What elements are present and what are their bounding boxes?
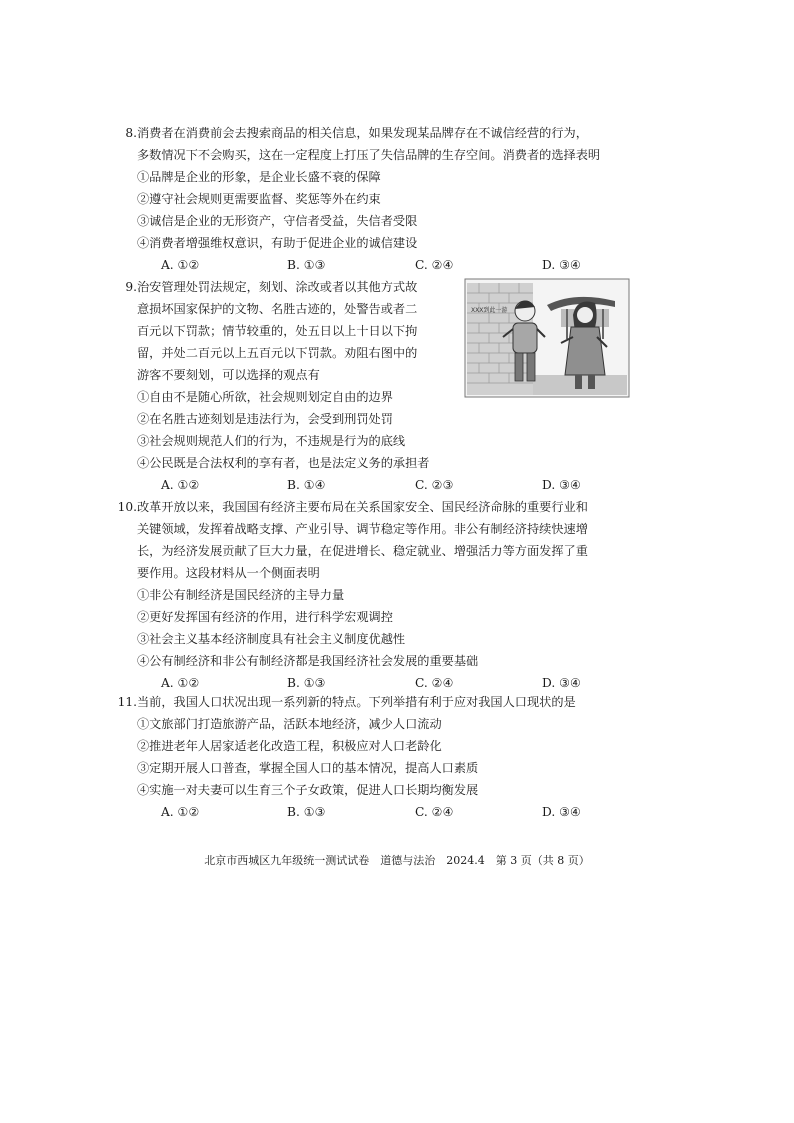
statement-2: ②推进老年人居家适老化改造工程，积极应对人口老龄化 <box>137 739 442 753</box>
question-stem-line: 要作用。这段材料从一个侧面表明 <box>137 566 320 580</box>
question-stem-line: 留，并处二百元以上五百元以下罚款。劝阻右图中的 <box>137 346 418 360</box>
choice-a[interactable]: A. ①② <box>161 478 200 492</box>
choice-c[interactable]: C. ②④ <box>415 676 454 690</box>
choice-a[interactable]: A. ①② <box>161 258 200 272</box>
question-stem-line: 游客不要刻划，可以选择的观点有 <box>137 368 320 382</box>
question-stem-line: 9. 治安管理处罚法规定，刻划、涂改或者以其他方式故 <box>137 276 637 298</box>
choice-d[interactable]: D. ③④ <box>542 258 581 272</box>
statement-1: ①文旅部门打造旅游产品，活跃本地经济，减少人口流动 <box>137 717 442 731</box>
question-stem-line: 长，为经济发展贡献了巨大力量，在促进增长、稳定就业、增强活力等方面发挥了重 <box>137 544 588 558</box>
answer-choices <box>137 254 637 276</box>
choice-b[interactable]: B. ①④ <box>287 478 326 492</box>
statement-4: ④实施一对夫妻可以生育三个子女政策，促进人口长期均衡发展 <box>137 783 479 797</box>
question-stem-line: 8. 消费者在消费前会去搜索商品的相关信息，如果发现某品牌存在不诚信经营的行为， <box>137 122 637 144</box>
choice-c[interactable]: C. ②④ <box>415 805 454 819</box>
choice-d[interactable]: D. ③④ <box>542 478 581 492</box>
page-footer: 北京市西城区九年级统一测试试卷 道德与法治 2024.4 第 3 页（共 8 页） <box>204 854 590 867</box>
question-number: 11. <box>117 695 137 709</box>
question-stem-line: 意损坏国家保护的文物、名胜古迹的，处警告或者二 <box>137 302 418 316</box>
choice-c[interactable]: C. ②③ <box>415 478 454 492</box>
choice-a[interactable]: A. ①② <box>161 805 200 819</box>
choice-d[interactable]: D. ③④ <box>542 676 581 690</box>
choice-a[interactable]: A. ①② <box>161 676 200 690</box>
question-number: 10. <box>117 500 137 514</box>
question-11 <box>117 691 637 823</box>
statement-1: ①非公有制经济是国民经济的主导力量 <box>137 588 345 602</box>
tourist-wall-illustration <box>465 279 629 397</box>
statement-3: ③诚信是企业的无形资产，守信者受益，失信者受限 <box>137 214 418 228</box>
statement-1: ①品牌是企业的形象，是企业长盛不衰的保障 <box>137 170 381 184</box>
choice-b[interactable]: B. ①③ <box>287 805 326 819</box>
statement-3: ③社会规则规范人们的行为，不违规是行为的底线 <box>137 434 406 448</box>
question-8 <box>125 122 637 276</box>
statement-4: ④公民既是合法权利的享有者，也是法定义务的承担者 <box>137 456 430 470</box>
statement-3: ③定期开展人口普查，掌握全国人口的基本情况，提高人口素质 <box>137 761 479 775</box>
statement-2: ②在名胜古迹刻划是违法行为，会受到刑罚处罚 <box>137 412 393 426</box>
statement-2: ②遵守社会规则更需要监督、奖惩等外在约束 <box>137 192 381 206</box>
answer-choices <box>137 801 637 823</box>
choice-b[interactable]: B. ①③ <box>287 258 326 272</box>
question-number: 9. <box>125 280 137 294</box>
question-stem-line: 百元以下罚款；情节较重的，处五日以上十日以下拘 <box>137 324 418 338</box>
question-stem-line: 10. 改革开放以来，我国国有经济主要布局在关系国家安全、国民经济命脉的重要行业和 <box>137 496 637 518</box>
statement-2: ②更好发挥国有经济的作用，进行科学宏观调控 <box>137 610 393 624</box>
question-10 <box>117 496 637 694</box>
question-stem-line: 11. 当前，我国人口状况出现一系列新的特点。下列举措有利于应对我国人口现状的是 <box>137 691 637 713</box>
answer-choices <box>137 474 637 496</box>
question-stem-line: 多数情况下不会购买，这在一定程度上打压了失信品牌的生存空间。消费者的选择表明 <box>137 148 601 162</box>
choice-b[interactable]: B. ①③ <box>287 676 326 690</box>
statement-3: ③社会主义基本经济制度具有社会主义制度优越性 <box>137 632 406 646</box>
statement-4: ④公有制经济和非公有制经济都是我国经济社会发展的重要基础 <box>137 654 479 668</box>
statement-4: ④消费者增强维权意识，有助于促进企业的诚信建设 <box>137 236 418 250</box>
choice-c[interactable]: C. ②④ <box>415 258 454 272</box>
statement-1: ①自由不是随心所欲，社会规则划定自由的边界 <box>137 390 393 404</box>
graffiti-text: XXX到此一游 <box>471 307 508 314</box>
question-number: 8. <box>125 126 137 140</box>
choice-d[interactable]: D. ③④ <box>542 805 581 819</box>
question-stem-line: 关键领域，发挥着战略支撑、产业引导、调节稳定等作用。非公有制经济持续快速增 <box>137 522 588 536</box>
